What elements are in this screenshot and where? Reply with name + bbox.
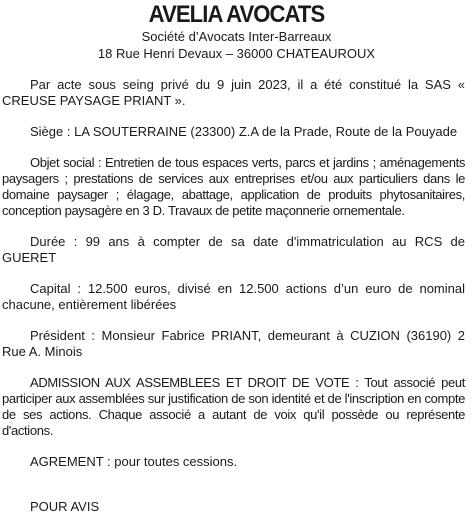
notice-closing: POUR AVIS <box>30 499 100 514</box>
notice-objet-social: Objet social : Entretien de tous espaces verts, parcs et jardins ; aménagements paysagers ; prestations de services aux entreprises et/ou aux particuliers dans le domaine paysager ; élagage, abattage, application de produits phytosanitaires, conception paysagère en 3 D. Travaux de petite maçonnerie ornementale. <box>2 155 465 218</box>
notice-siege: Siège : LA SOUTERRAINE (23300) Z.A de la Prade, Route de la Pouyade <box>30 124 458 139</box>
firm-description: Société d’Avocats Inter-Barreaux <box>141 29 332 44</box>
legal-notice <box>0 1 473 514</box>
notice-admission: ADMISSION AUX ASSEMBLEES ET DROIT DE VOTE : Tout associé peut participer aux assemblées sur justification de son identité et de l'inscription en compte de ses actions. Chaque associé a autant de voix qu'il possède ou représente d'actions. <box>2 375 465 438</box>
firm-name-title: AVELIA AVOCATS <box>148 1 325 28</box>
notice-intro: Par acte sous seing privé du 9 juin 2023, il a été constitué la SAS « CREUSE PAYSAGE PRIANT ». <box>2 77 465 108</box>
notice-president: Président : Monsieur Fabrice PRIANT, demeurant à CUZION (36190) 2 Rue A. Minois <box>2 328 465 359</box>
notice-capital: Capital : 12.500 euros, divisé en 12.500 actions d’un euro de nominal chacune, entièrement libérées <box>2 281 465 312</box>
firm-address: 18 Rue Henri Devaux – 36000 CHATEAUROUX <box>97 46 376 61</box>
notice-duree: Durée : 99 ans à compter de sa date d'immatriculation au RCS de GUERET <box>2 234 465 265</box>
notice-agrement: AGREMENT : pour toutes cessions. <box>30 454 238 469</box>
